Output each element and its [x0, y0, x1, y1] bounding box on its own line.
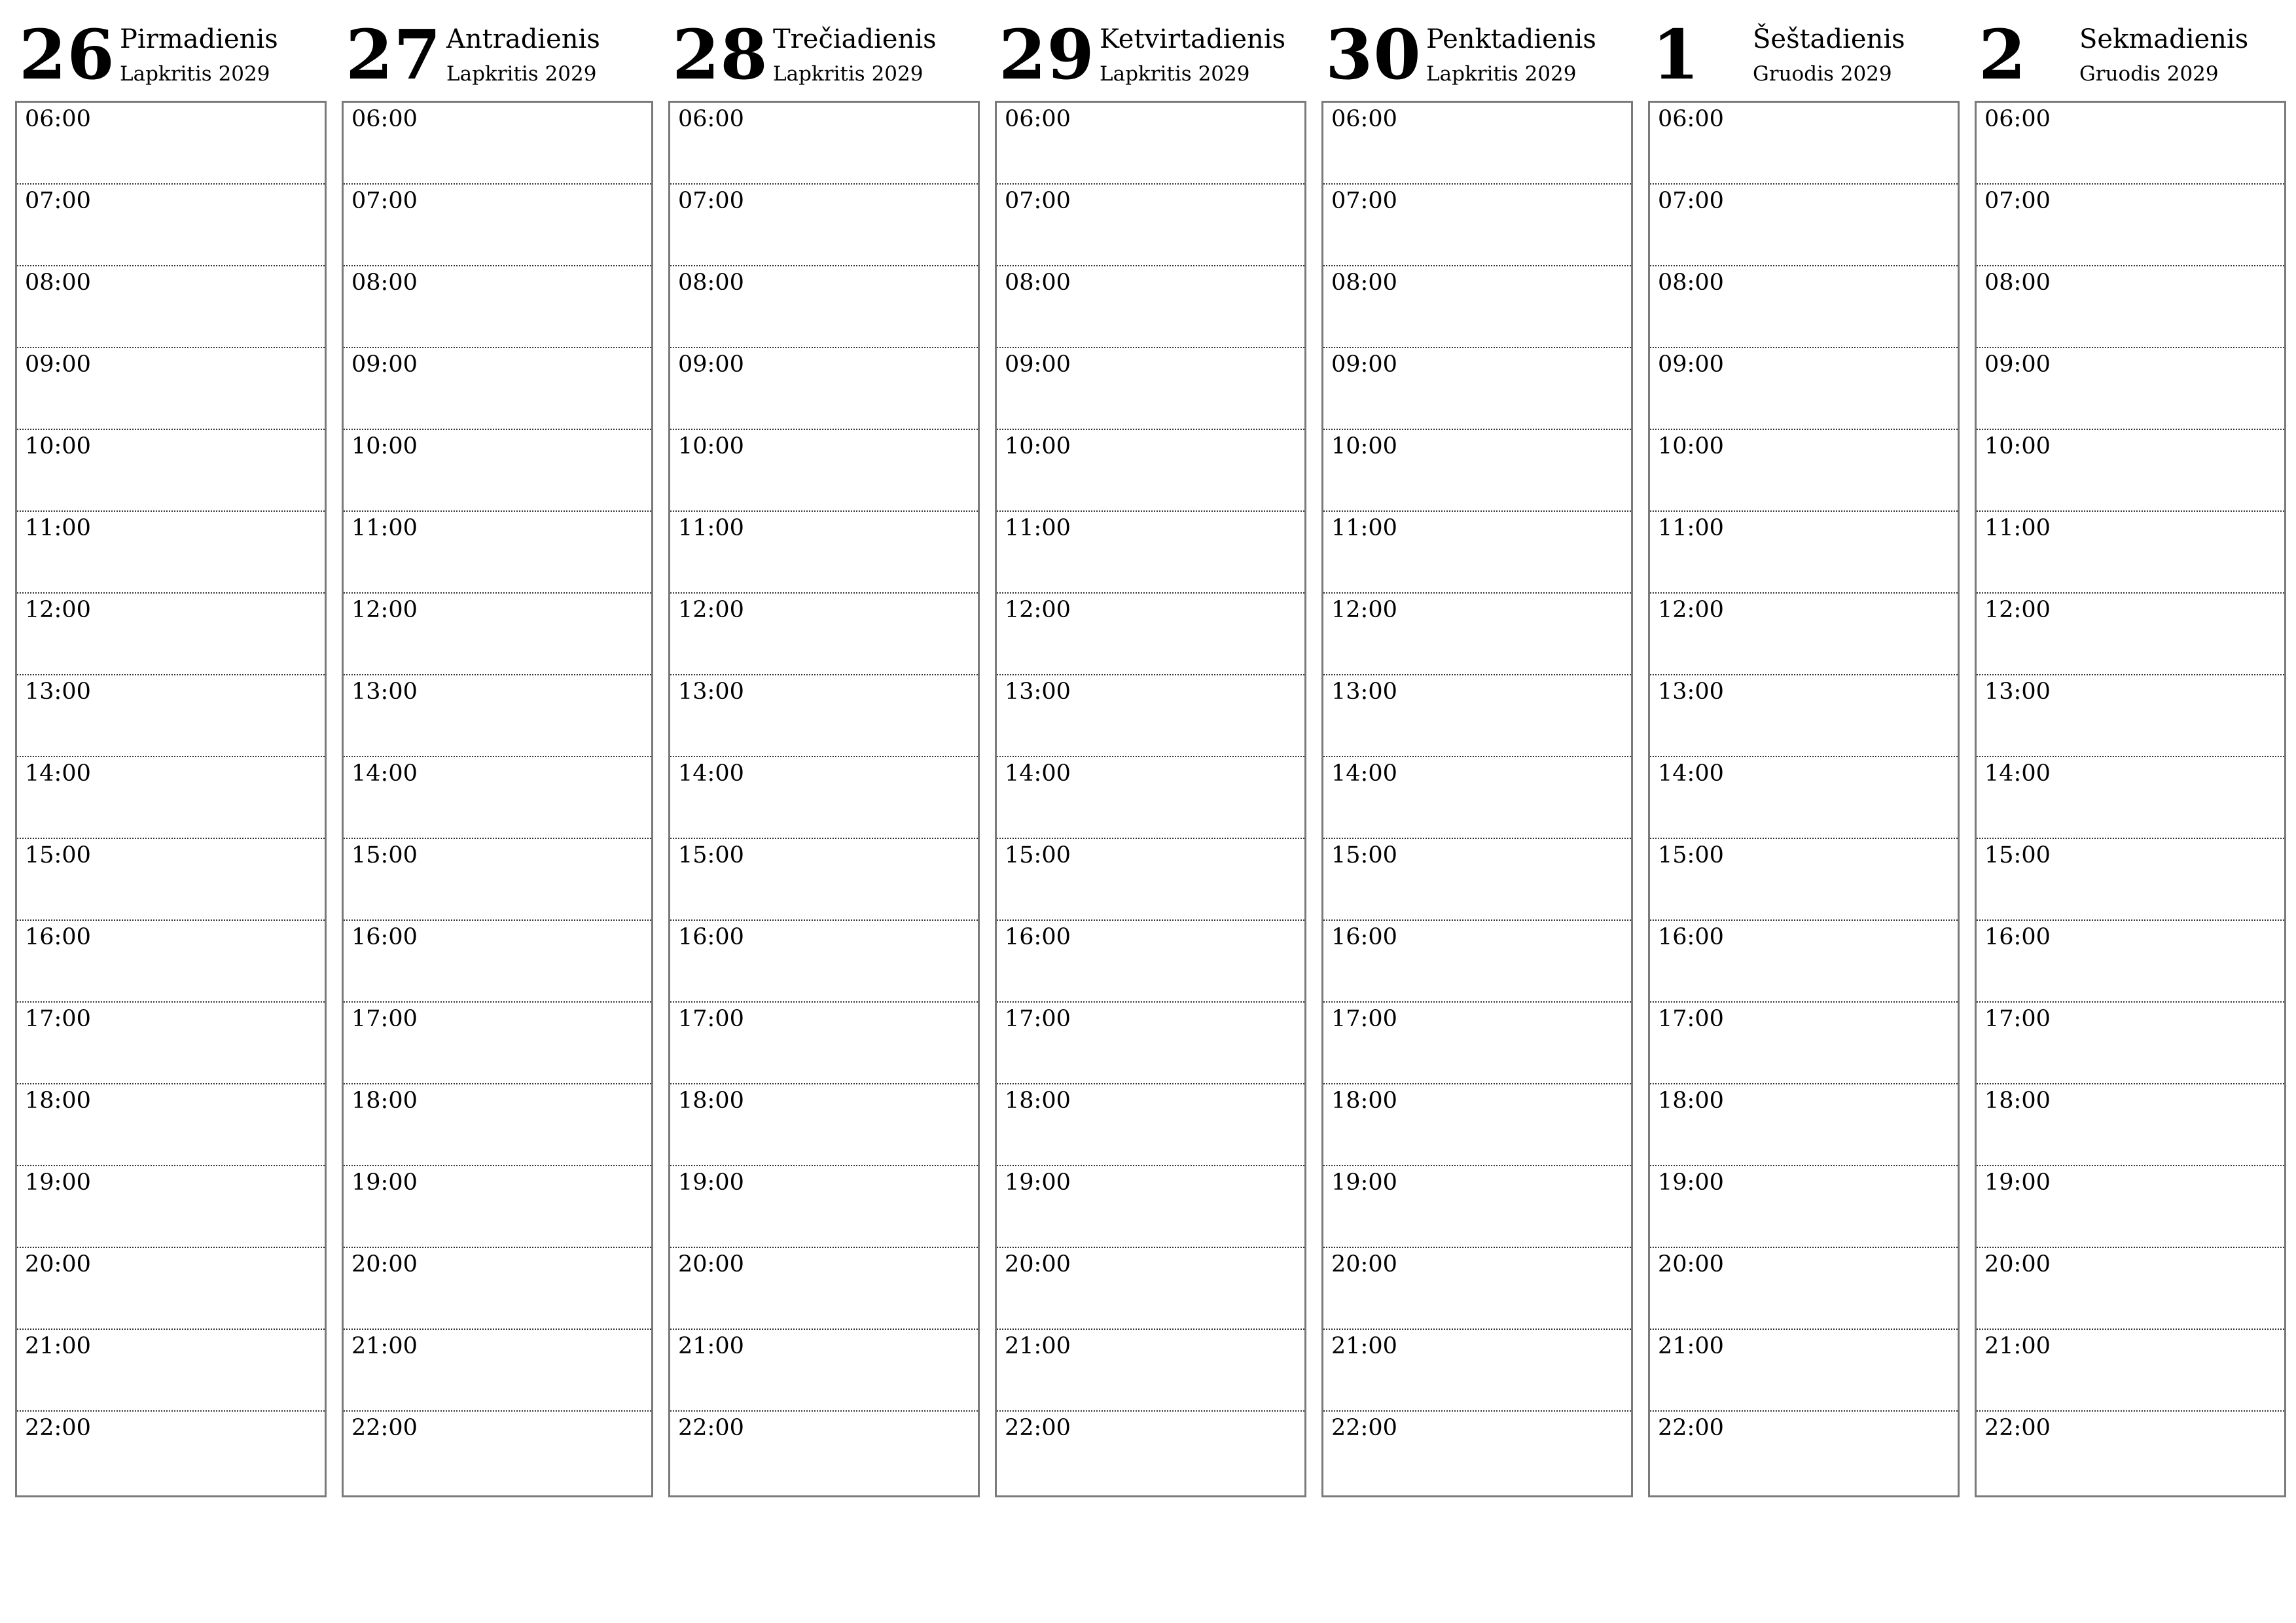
time-label: 16:00	[25, 924, 91, 950]
time-label: 13:00	[1331, 679, 1397, 705]
time-label: 22:00	[351, 1415, 418, 1441]
time-label: 07:00	[1331, 188, 1397, 214]
time-slot[interactable]	[997, 1412, 1304, 1493]
time-slot[interactable]	[670, 839, 978, 921]
time-slot[interactable]	[1323, 348, 1631, 430]
time-slot[interactable]	[1650, 512, 1958, 594]
time-slot[interactable]	[670, 757, 978, 839]
time-label: 17:00	[1984, 1006, 2051, 1032]
time-label: 12:00	[25, 597, 91, 623]
time-label: 12:00	[351, 597, 418, 623]
time-label: 22:00	[1984, 1415, 2051, 1441]
day-schedule-box[interactable]	[995, 101, 1306, 1497]
time-slot[interactable]	[17, 757, 325, 839]
time-label: 21:00	[678, 1333, 744, 1359]
time-label: 18:00	[1331, 1088, 1397, 1114]
time-label: 09:00	[1984, 351, 2051, 378]
time-label: 17:00	[678, 1006, 744, 1032]
time-label: 11:00	[1658, 515, 1724, 541]
day-header	[15, 0, 327, 99]
time-label: 14:00	[1005, 760, 1071, 787]
time-label: 13:00	[678, 679, 744, 705]
time-label: 09:00	[1658, 351, 1724, 378]
time-label: 13:00	[1984, 679, 2051, 705]
time-slot[interactable]	[1650, 1003, 1958, 1084]
time-slot[interactable]	[997, 1330, 1304, 1412]
time-label: 21:00	[1005, 1333, 1071, 1359]
time-label: 22:00	[1331, 1415, 1397, 1441]
time-slot[interactable]	[344, 185, 651, 266]
day-number: 1	[1652, 14, 1700, 95]
time-label: 10:00	[1658, 433, 1724, 459]
time-slot[interactable]	[17, 512, 325, 594]
time-slot[interactable]	[17, 1412, 325, 1493]
time-label: 10:00	[1984, 433, 2051, 459]
time-label: 14:00	[1331, 760, 1397, 787]
day-name: Trečiadienis	[773, 24, 937, 54]
day-number: 28	[672, 14, 768, 95]
time-label: 16:00	[351, 924, 418, 950]
time-slot[interactable]	[1977, 839, 2284, 921]
time-slot[interactable]	[997, 103, 1304, 185]
time-label: 21:00	[1331, 1333, 1397, 1359]
time-label: 14:00	[678, 760, 744, 787]
time-label: 07:00	[1658, 188, 1724, 214]
time-label: 17:00	[1658, 1006, 1724, 1032]
day-number: 2	[1979, 14, 2027, 95]
time-label: 16:00	[678, 924, 744, 950]
day-header	[668, 0, 980, 99]
time-slot[interactable]	[1650, 1330, 1958, 1412]
time-slot[interactable]	[1977, 1084, 2284, 1166]
time-label: 15:00	[1984, 842, 2051, 868]
time-slot[interactable]	[997, 675, 1304, 757]
time-slot[interactable]	[670, 1248, 978, 1330]
time-slot[interactable]	[1323, 1248, 1631, 1330]
time-slot[interactable]	[1650, 1248, 1958, 1330]
time-label: 12:00	[1005, 597, 1071, 623]
time-slot[interactable]	[1650, 1412, 1958, 1493]
time-label: 20:00	[351, 1251, 418, 1277]
time-slot[interactable]	[17, 348, 325, 430]
time-slot[interactable]	[670, 1330, 978, 1412]
time-label: 10:00	[678, 433, 744, 459]
time-label: 07:00	[678, 188, 744, 214]
time-label: 06:00	[351, 106, 418, 132]
day-name: Pirmadienis	[120, 24, 278, 54]
time-slot[interactable]	[997, 594, 1304, 675]
day-column	[1648, 0, 1960, 1499]
time-label: 07:00	[1984, 188, 2051, 214]
time-label: 11:00	[1984, 515, 2051, 541]
time-label: 20:00	[1984, 1251, 2051, 1277]
time-label: 19:00	[678, 1169, 744, 1196]
time-label: 08:00	[1984, 270, 2051, 296]
time-slot[interactable]	[670, 921, 978, 1003]
time-label: 19:00	[1984, 1169, 2051, 1196]
day-schedule-box[interactable]	[668, 101, 980, 1497]
time-label: 09:00	[351, 351, 418, 378]
time-label: 08:00	[351, 270, 418, 296]
time-slot[interactable]	[997, 185, 1304, 266]
time-slot[interactable]	[1977, 1412, 2284, 1493]
time-label: 15:00	[1331, 842, 1397, 868]
time-slot[interactable]	[344, 512, 651, 594]
time-slot[interactable]	[1323, 1330, 1631, 1412]
time-label: 16:00	[1984, 924, 2051, 950]
time-label: 18:00	[25, 1088, 91, 1114]
time-slot[interactable]	[1977, 675, 2284, 757]
time-label: 07:00	[25, 188, 91, 214]
time-label: 16:00	[1658, 924, 1724, 950]
time-slot[interactable]	[17, 103, 325, 185]
time-label: 20:00	[1658, 1251, 1724, 1277]
time-label: 07:00	[351, 188, 418, 214]
time-label: 08:00	[678, 270, 744, 296]
time-slot[interactable]	[1323, 430, 1631, 512]
time-label: 09:00	[1005, 351, 1071, 378]
time-slot[interactable]	[1977, 266, 2284, 348]
time-label: 20:00	[678, 1251, 744, 1277]
time-slot[interactable]	[344, 921, 651, 1003]
time-slot[interactable]	[670, 1166, 978, 1248]
time-label: 12:00	[1331, 597, 1397, 623]
time-slot[interactable]	[1977, 348, 2284, 430]
time-slot[interactable]	[1650, 266, 1958, 348]
time-slot[interactable]	[997, 512, 1304, 594]
time-slot[interactable]	[17, 430, 325, 512]
time-slot[interactable]	[1323, 921, 1631, 1003]
time-label: 10:00	[1005, 433, 1071, 459]
day-number: 26	[19, 14, 115, 95]
time-label: 10:00	[351, 433, 418, 459]
time-slot[interactable]	[1977, 512, 2284, 594]
time-slot[interactable]	[997, 1248, 1304, 1330]
time-slot[interactable]	[997, 839, 1304, 921]
time-slot[interactable]	[1323, 839, 1631, 921]
time-slot[interactable]	[1323, 185, 1631, 266]
time-slot[interactable]	[670, 1003, 978, 1084]
time-slot[interactable]	[670, 348, 978, 430]
time-slot[interactable]	[344, 1084, 651, 1166]
day-number: 27	[346, 14, 442, 95]
time-label: 07:00	[1005, 188, 1071, 214]
time-slot[interactable]	[1977, 1248, 2284, 1330]
time-slot[interactable]	[1650, 757, 1958, 839]
time-label: 11:00	[1331, 515, 1397, 541]
time-label: 15:00	[351, 842, 418, 868]
time-label: 21:00	[1658, 1333, 1724, 1359]
day-schedule-box[interactable]	[1321, 101, 1633, 1497]
time-slot[interactable]	[17, 839, 325, 921]
time-label: 14:00	[25, 760, 91, 787]
time-slot[interactable]	[1323, 1084, 1631, 1166]
time-label: 22:00	[1658, 1415, 1724, 1441]
month-year: Lapkritis 2029	[446, 62, 597, 86]
time-slot[interactable]	[344, 594, 651, 675]
time-label: 17:00	[1005, 1006, 1071, 1032]
time-label: 16:00	[1331, 924, 1397, 950]
time-slot[interactable]	[344, 675, 651, 757]
time-label: 15:00	[678, 842, 744, 868]
time-label: 11:00	[25, 515, 91, 541]
time-slot[interactable]	[344, 266, 651, 348]
time-slot[interactable]	[1323, 1412, 1631, 1493]
time-label: 14:00	[1984, 760, 2051, 787]
time-slot[interactable]	[1977, 185, 2284, 266]
time-label: 15:00	[1005, 842, 1071, 868]
time-label: 08:00	[1658, 270, 1724, 296]
time-slot[interactable]	[1323, 757, 1631, 839]
time-label: 22:00	[25, 1415, 91, 1441]
time-label: 15:00	[25, 842, 91, 868]
time-slot[interactable]	[344, 1003, 651, 1084]
time-label: 06:00	[1005, 106, 1071, 132]
day-column	[995, 0, 1306, 1499]
time-slot[interactable]	[17, 185, 325, 266]
time-slot[interactable]	[1650, 1166, 1958, 1248]
time-slot[interactable]	[997, 1084, 1304, 1166]
time-slot[interactable]	[1650, 103, 1958, 185]
time-label: 14:00	[351, 760, 418, 787]
time-label: 14:00	[1658, 760, 1724, 787]
time-label: 12:00	[1984, 597, 2051, 623]
time-slot[interactable]	[1650, 185, 1958, 266]
time-slot[interactable]	[997, 266, 1304, 348]
day-name: Ketvirtadienis	[1100, 24, 1286, 54]
time-slot[interactable]	[17, 675, 325, 757]
time-slot[interactable]	[1650, 348, 1958, 430]
day-name: Sekmadienis	[2079, 24, 2249, 54]
day-name: Šeštadienis	[1753, 24, 1905, 54]
time-slot[interactable]	[1977, 1166, 2284, 1248]
time-label: 18:00	[1658, 1088, 1724, 1114]
time-slot[interactable]	[1650, 839, 1958, 921]
day-name: Antradienis	[446, 24, 600, 54]
month-year: Gruodis 2029	[2079, 62, 2219, 86]
time-label: 13:00	[351, 679, 418, 705]
time-slot[interactable]	[670, 103, 978, 185]
day-column	[342, 0, 653, 1499]
day-header	[1975, 0, 2286, 99]
time-slot[interactable]	[17, 1003, 325, 1084]
day-name: Penktadienis	[1426, 24, 1596, 54]
time-label: 18:00	[1005, 1088, 1071, 1114]
time-label: 13:00	[1658, 679, 1724, 705]
time-slot[interactable]	[344, 348, 651, 430]
time-label: 06:00	[25, 106, 91, 132]
time-label: 21:00	[351, 1333, 418, 1359]
time-label: 19:00	[1331, 1169, 1397, 1196]
time-slot[interactable]	[17, 1084, 325, 1166]
time-slot[interactable]	[1977, 1003, 2284, 1084]
time-slot[interactable]	[1977, 921, 2284, 1003]
time-slot[interactable]	[344, 103, 651, 185]
time-label: 08:00	[25, 270, 91, 296]
time-label: 13:00	[25, 679, 91, 705]
time-label: 17:00	[25, 1006, 91, 1032]
time-label: 19:00	[1005, 1169, 1071, 1196]
time-label: 06:00	[1331, 106, 1397, 132]
time-slot[interactable]	[670, 675, 978, 757]
time-slot[interactable]	[1323, 103, 1631, 185]
time-slot[interactable]	[344, 839, 651, 921]
time-label: 10:00	[1331, 433, 1397, 459]
time-slot[interactable]	[1977, 430, 2284, 512]
time-label: 19:00	[1658, 1169, 1724, 1196]
time-label: 09:00	[25, 351, 91, 378]
time-slot[interactable]	[344, 1330, 651, 1412]
time-slot[interactable]	[17, 921, 325, 1003]
time-label: 21:00	[25, 1333, 91, 1359]
time-slot[interactable]	[1650, 430, 1958, 512]
time-label: 17:00	[351, 1006, 418, 1032]
time-label: 06:00	[678, 106, 744, 132]
time-label: 21:00	[1984, 1333, 2051, 1359]
time-slot[interactable]	[1323, 1003, 1631, 1084]
time-slot[interactable]	[1650, 1084, 1958, 1166]
day-number: 30	[1325, 14, 1422, 95]
time-label: 06:00	[1658, 106, 1724, 132]
time-slot[interactable]	[1650, 675, 1958, 757]
time-label: 10:00	[25, 433, 91, 459]
day-header	[1321, 0, 1633, 99]
time-slot[interactable]	[670, 266, 978, 348]
time-slot[interactable]	[670, 185, 978, 266]
day-column	[668, 0, 980, 1499]
time-slot[interactable]	[17, 594, 325, 675]
time-label: 18:00	[1984, 1088, 2051, 1114]
time-label: 11:00	[351, 515, 418, 541]
time-slot[interactable]	[1323, 1166, 1631, 1248]
time-label: 08:00	[1331, 270, 1397, 296]
time-label: 09:00	[1331, 351, 1397, 378]
time-label: 19:00	[351, 1169, 418, 1196]
time-label: 13:00	[1005, 679, 1071, 705]
time-slot[interactable]	[997, 1003, 1304, 1084]
time-label: 18:00	[351, 1088, 418, 1114]
time-slot[interactable]	[1323, 675, 1631, 757]
time-label: 09:00	[678, 351, 744, 378]
day-column	[15, 0, 327, 1499]
time-label: 20:00	[1005, 1251, 1071, 1277]
time-slot[interactable]	[997, 430, 1304, 512]
time-slot[interactable]	[344, 1166, 651, 1248]
day-header	[342, 0, 653, 99]
time-slot[interactable]	[997, 757, 1304, 839]
time-slot[interactable]	[1650, 921, 1958, 1003]
time-slot[interactable]	[670, 594, 978, 675]
time-label: 11:00	[678, 515, 744, 541]
time-label: 22:00	[678, 1415, 744, 1441]
time-label: 20:00	[25, 1251, 91, 1277]
time-slot[interactable]	[1977, 103, 2284, 185]
time-label: 17:00	[1331, 1006, 1397, 1032]
time-slot[interactable]	[344, 430, 651, 512]
weekly-planner	[15, 0, 2287, 1499]
time-slot[interactable]	[1977, 594, 2284, 675]
time-slot[interactable]	[1323, 266, 1631, 348]
time-slot[interactable]	[344, 757, 651, 839]
time-slot[interactable]	[344, 1412, 651, 1493]
time-slot[interactable]	[670, 1084, 978, 1166]
time-label: 06:00	[1984, 106, 2051, 132]
time-label: 16:00	[1005, 924, 1071, 950]
day-header	[1648, 0, 1960, 99]
time-label: 08:00	[1005, 270, 1071, 296]
time-slot[interactable]	[1977, 757, 2284, 839]
time-label: 20:00	[1331, 1251, 1397, 1277]
time-slot[interactable]	[17, 266, 325, 348]
month-year: Lapkritis 2029	[773, 62, 924, 86]
time-label: 12:00	[678, 597, 744, 623]
time-label: 15:00	[1658, 842, 1724, 868]
day-schedule-box[interactable]	[1975, 101, 2286, 1497]
time-slot[interactable]	[1323, 512, 1631, 594]
day-schedule-box[interactable]	[15, 101, 327, 1497]
time-slot[interactable]	[997, 921, 1304, 1003]
month-year: Gruodis 2029	[1753, 62, 1892, 86]
time-slot[interactable]	[1977, 1330, 2284, 1412]
time-slot[interactable]	[17, 1166, 325, 1248]
time-label: 18:00	[678, 1088, 744, 1114]
day-column	[1975, 0, 2286, 1499]
time-slot[interactable]	[670, 1412, 978, 1493]
day-schedule-box[interactable]	[1648, 101, 1960, 1497]
time-slot[interactable]	[17, 1248, 325, 1330]
time-slot[interactable]	[1650, 594, 1958, 675]
time-slot[interactable]	[670, 512, 978, 594]
time-label: 11:00	[1005, 515, 1071, 541]
day-column	[1321, 0, 1633, 1499]
time-label: 22:00	[1005, 1415, 1071, 1441]
month-year: Lapkritis 2029	[1426, 62, 1577, 86]
time-slot[interactable]	[670, 430, 978, 512]
time-slot[interactable]	[1323, 594, 1631, 675]
day-schedule-box[interactable]	[342, 101, 653, 1497]
time-label: 19:00	[25, 1169, 91, 1196]
time-slot[interactable]	[997, 348, 1304, 430]
time-slot[interactable]	[997, 1166, 1304, 1248]
time-slot[interactable]	[17, 1330, 325, 1412]
month-year: Lapkritis 2029	[120, 62, 270, 86]
time-label: 12:00	[1658, 597, 1724, 623]
day-number: 29	[999, 14, 1095, 95]
month-year: Lapkritis 2029	[1100, 62, 1250, 86]
time-slot[interactable]	[344, 1248, 651, 1330]
day-header	[995, 0, 1306, 99]
